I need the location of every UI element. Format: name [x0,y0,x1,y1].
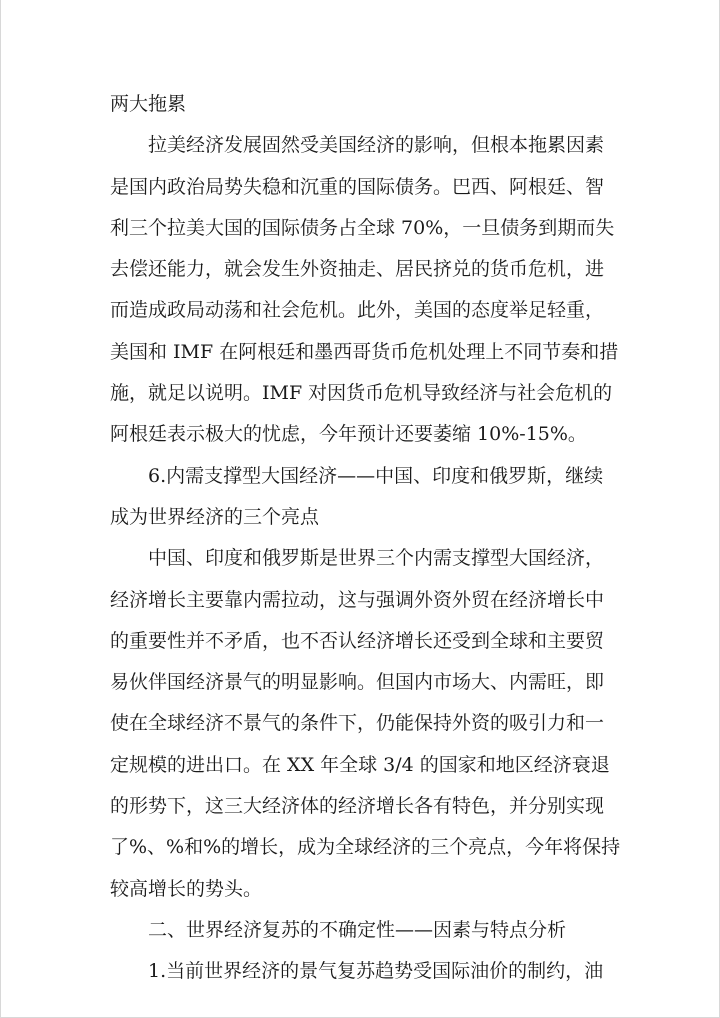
text-line: 阿根廷表示极大的忧虑，今年预计还要萎缩 10%-15%。 [110,423,587,446]
text-line: 较高增长的势头。 [110,877,263,900]
text-line: 去偿还能力，就会发生外资抽走、居民挤兑的货币危机，进 [110,258,605,281]
text-line: 1.当前世界经济的景气复苏趋势受国际油价的制约，油 [148,960,604,983]
document-body [110,84,621,993]
text-line: 使在全球经济不景气的条件下，仍能保持外资的吸引力和一 [110,712,605,735]
text-line: 美国和 IMF 在阿根廷和墨西哥货币危机处理上不同节奏和措 [110,340,619,363]
text-line: 的形势下，这三大经济体的经济增长各有特色，并分别实现 [110,795,605,818]
text-line: 是国内政治局势失稳和沉重的国际债务。巴西、阿根廷、智 [110,175,605,198]
text-line: 拉美经济发展固然受美国经济的影响，但根本拖累因素 [148,134,605,157]
section-heading-line: 成为世界经济的三个亮点 [110,505,320,528]
text-line: 而造成政局动荡和社会危机。此外，美国的态度举足轻重， [110,299,605,322]
text-line: 经济增长主要靠内需拉动，这与强调外资外贸在经济增长中 [110,588,605,611]
text-line: 施，就足以说明。IMF 对因货币危机导致经济与社会危机的 [110,382,613,405]
section-heading-line: 二、世界经济复苏的不确定性——因素与特点分析 [148,918,567,941]
text-line: 了%、%和%的增长，成为全球经济的三个亮点，今年将保持 [110,836,621,859]
section-heading-line: 6.内需支撑型大国经济——中国、印度和俄罗斯，继续 [148,464,604,487]
text-line: 易伙伴国经济景气的明显影响。但国内市场大、内需旺，即 [110,671,605,694]
text-line: 中国、印度和俄罗斯是世界三个内需支撑型大国经济， [148,547,605,570]
text-line: 两大拖累 [110,93,187,115]
text-line: 利三个拉美大国的国际债务占全球 70%，一旦债务到期而失 [110,216,615,239]
text-line: 的重要性并不矛盾，也不否认经济增长还受到全球和主要贸 [110,629,605,652]
text-line: 定规模的进出口。在 XX 年全球 3/4 的国家和地区经济衰退 [110,753,610,776]
